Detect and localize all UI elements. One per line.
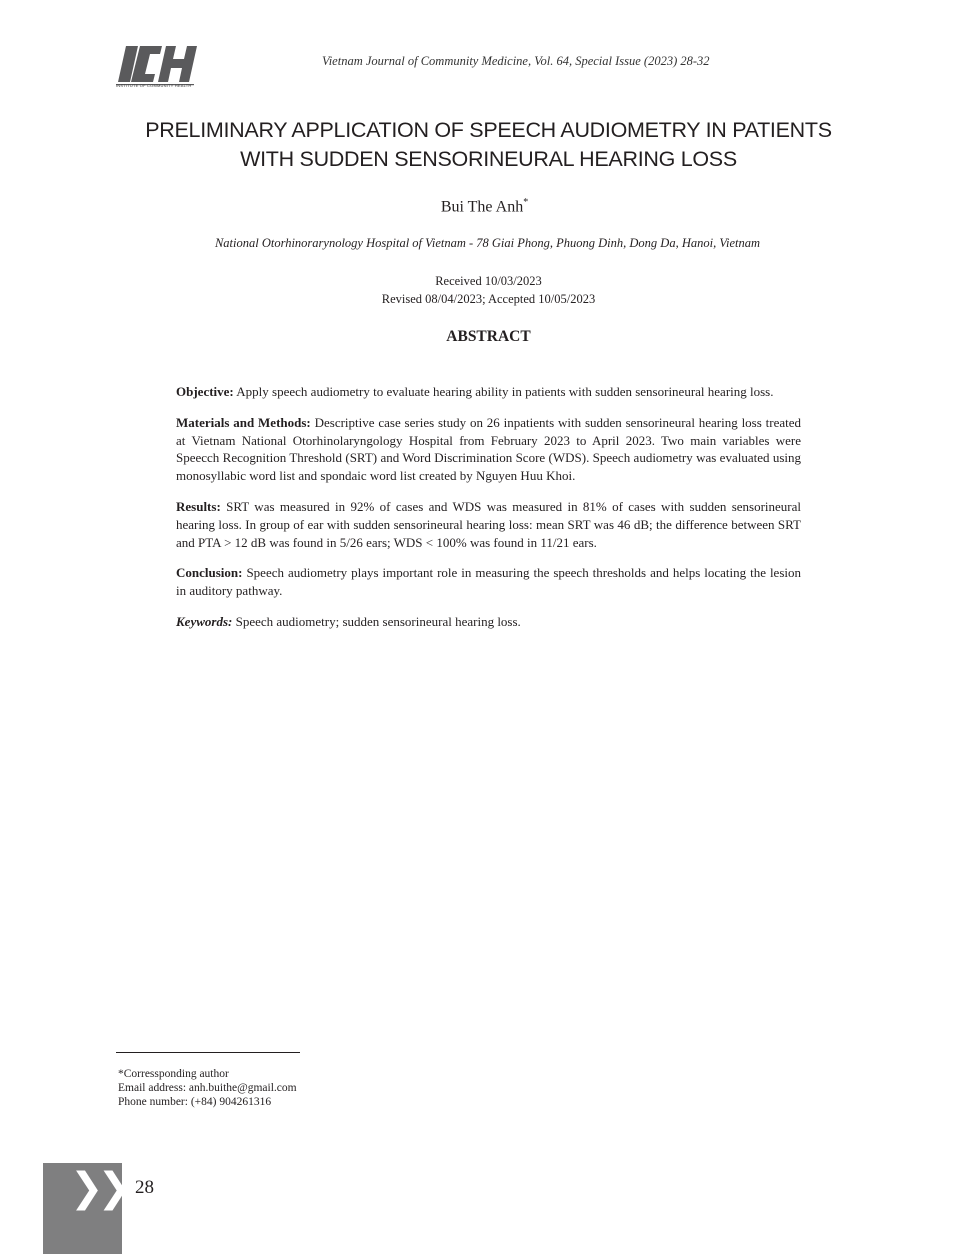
abstract-conclusion bbox=[176, 564, 801, 600]
footnote-divider bbox=[116, 1052, 300, 1053]
keywords-text: Speech audiometry; sudden sensorineural hearing loss. bbox=[232, 613, 521, 629]
title-line: WITH SUDDEN SENSORINEURAL HEARING LOSS bbox=[240, 147, 737, 171]
methods-text: Descriptive case series study on 26 inpatients with sudden sensorineural hearing loss treated at Vietnam National Otorhinolaryngology Hospital from February 2023 to April 2023. Two main variables were Speecch Recognition Threshold (SRT) and Word Discrimination Score (WDS). Speech audiometry was evaluated using monosyllabic word list and spondaic word list created by Nguyen Huu Khoi. bbox=[176, 414, 801, 484]
email-note: Email address: anh.buithe@gmail.com bbox=[118, 1081, 297, 1094]
article-title bbox=[100, 116, 877, 174]
affiliation: National Otorhinorarynology Hospital of Vietnam - 78 Giai Phong, Phuong Dinh, Dong Da, Hanoi, Vietnam bbox=[214, 236, 761, 250]
abstract-methods bbox=[176, 414, 801, 485]
abstract-keywords bbox=[176, 613, 801, 631]
conclusion-text: Speech audiometry plays important role in measuring the speech thresholds and helps locating the lesion in auditory pathway. bbox=[176, 565, 801, 599]
journal-citation: Vietnam Journal of Community Medicine, Vol. 64, Special Issue (2023) 28-32 bbox=[322, 54, 710, 68]
author-mark: * bbox=[523, 197, 529, 208]
revised-accepted-date: Revised 08/04/2023; Accepted 10/05/2023 bbox=[381, 292, 596, 306]
keywords-label: Keywords: bbox=[176, 613, 233, 629]
received-date: Received 10/03/2023 bbox=[435, 274, 542, 288]
abstract-results bbox=[176, 498, 801, 551]
corresponding-author-note: *Corressponding author bbox=[118, 1068, 229, 1080]
page-number: 28 bbox=[135, 1177, 154, 1198]
results-text: SRT was measured in 92% of cases and WDS was measured in 81% of cases with sudden sensorineural hearing loss. In group of ear with sudden sensorineural hearing loss: mean SRT was 46 dB; the difference between SRT and PTA > 12 dB was found in 5/26 ears; WDS < 100% was found in 11/21 ears. bbox=[176, 498, 801, 550]
abstract-objective bbox=[176, 383, 801, 401]
logo-caption: INSTITUTE OF COMMUNITY HEALTH bbox=[116, 83, 192, 88]
phone-note: Phone number: (+84) 904261316 bbox=[118, 1095, 272, 1108]
objective-text: Apply speech audiometry to evaluate hearing ability in patients with sudden sensorineural hearing loss. bbox=[233, 384, 774, 399]
author-name: Bui The Anh bbox=[440, 198, 524, 216]
methods-label: Materials and Methods: bbox=[176, 414, 311, 430]
conclusion-label: Conclusion: bbox=[176, 565, 243, 581]
objective-label: Objective: bbox=[176, 384, 234, 399]
abstract-heading: ABSTRACT bbox=[446, 328, 531, 345]
title-line: PRELIMINARY APPLICATION OF SPEECH AUDIOMETRY IN PATIENTS bbox=[145, 118, 832, 142]
footnotes bbox=[118, 1068, 297, 1109]
abstract-body bbox=[176, 383, 801, 644]
results-label: Results: bbox=[176, 498, 221, 514]
article-dates bbox=[0, 272, 969, 308]
double-chevron-right-icon: ❯❯ bbox=[70, 1165, 126, 1211]
author-line bbox=[0, 197, 969, 216]
